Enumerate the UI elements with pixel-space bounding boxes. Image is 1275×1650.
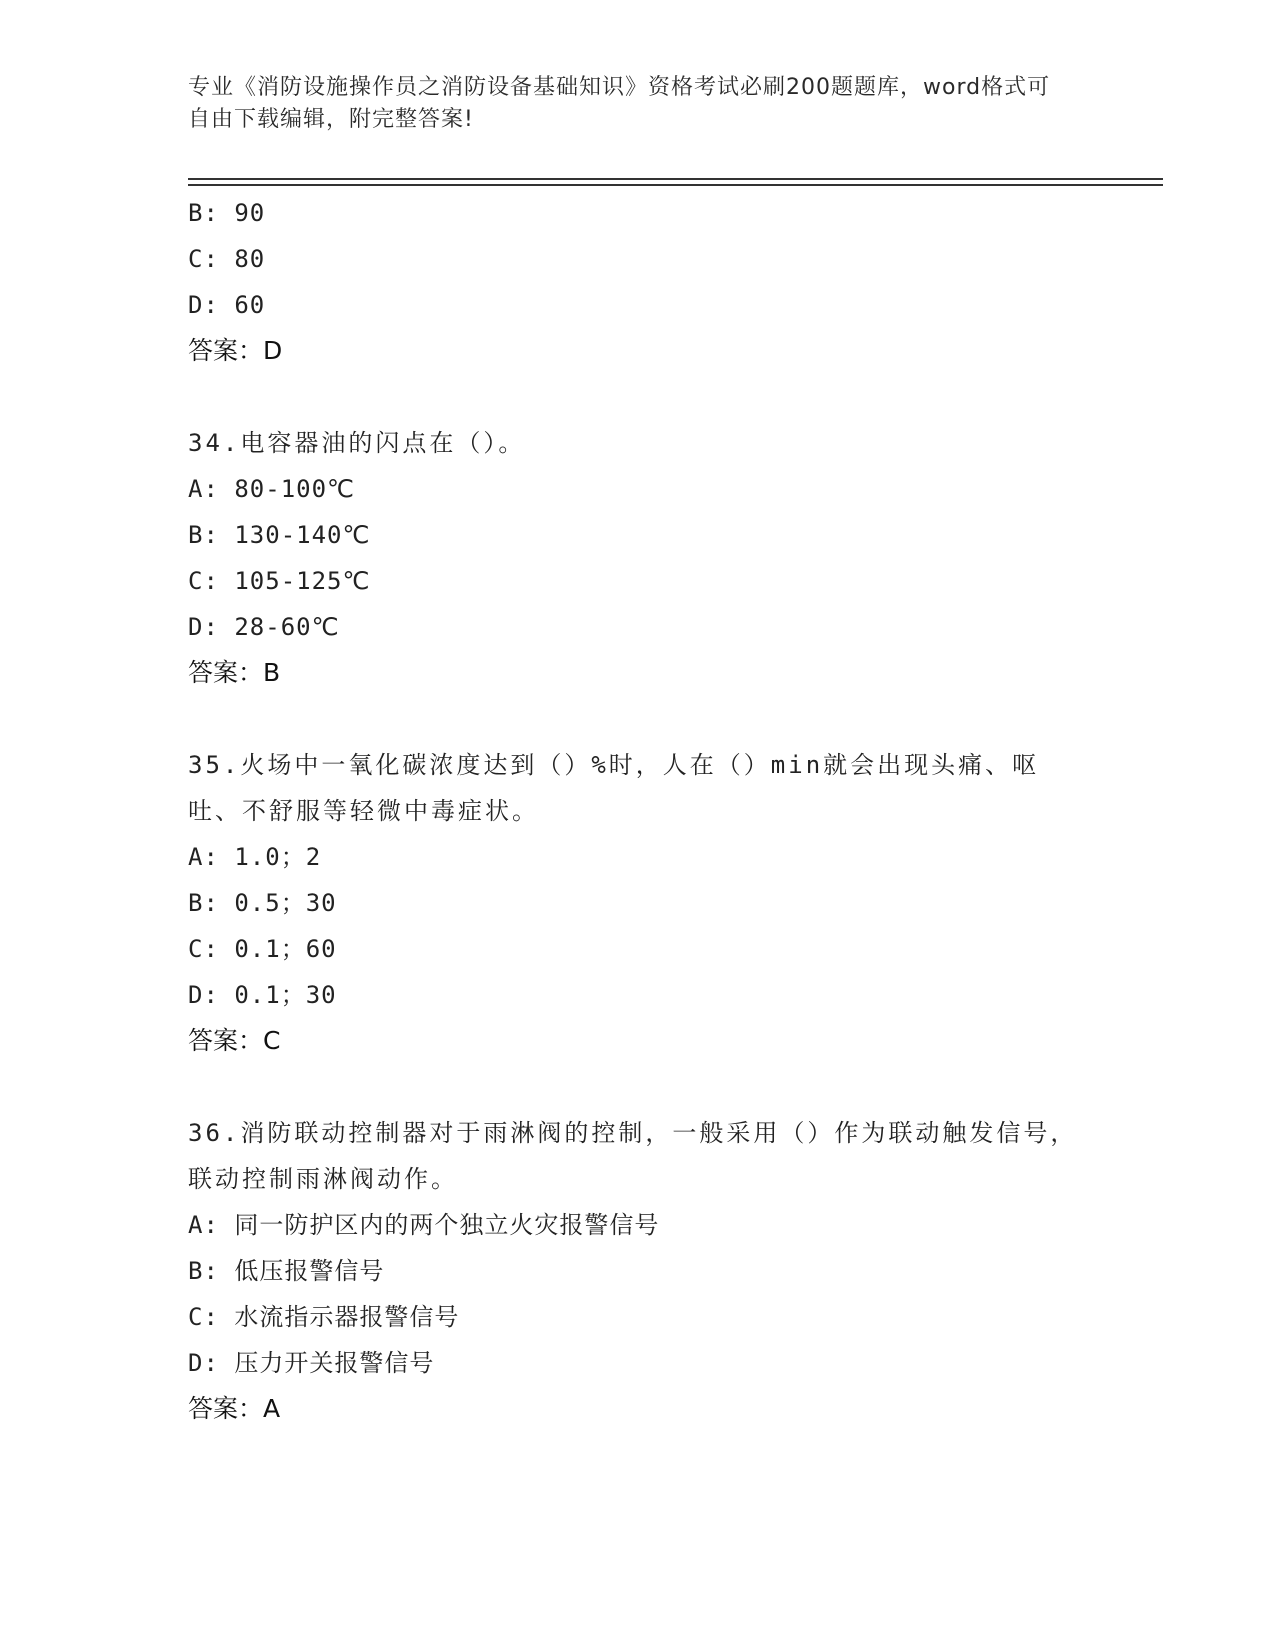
document-body: [188, 190, 1088, 1432]
option-d: D: 60: [188, 291, 266, 319]
option-a: A: 1.0；2: [188, 843, 322, 871]
header-rule-bottom: [188, 184, 1163, 186]
option-d: D: 0.1；30: [188, 981, 337, 1009]
option-b: B: 低压报警信号: [188, 1257, 385, 1285]
option-c: C: 水流指示器报警信号: [188, 1303, 460, 1331]
question-stem: 36.消防联动控制器对于雨淋阀的控制，一般采用（）作为联动触发信号，联动控制雨淋阀动作。: [188, 1119, 1078, 1193]
question-stem: 34.电容器油的闪点在（）。: [188, 429, 526, 457]
option-a: A: 80-100℃: [188, 475, 355, 503]
header-rule-top: [188, 178, 1163, 180]
spacer: [188, 374, 1088, 420]
spacer: [188, 696, 1088, 742]
option-d: D: 28-60℃: [188, 613, 340, 641]
answer-line: 答案：A: [188, 1394, 281, 1423]
question-stem: 35.火场中一氧化碳浓度达到（）%时，人在（）min就会出现头痛、呕吐、不舒服等轻微中毒症状。: [188, 751, 1040, 825]
option-c: C: 80: [188, 245, 266, 273]
option-b: B: 90: [188, 199, 266, 227]
option-b: B: 130-140℃: [188, 521, 371, 549]
question-36: [188, 1110, 1088, 1432]
document-header: 专业《消防设施操作员之消防设备基础知识》资格考试必刷200题题库，word格式可自由下载编辑，附完整答案!: [188, 75, 1051, 132]
option-b: B: 0.5；30: [188, 889, 337, 917]
answer-line: 答案：B: [188, 658, 281, 687]
option-c: C: 105-125℃: [188, 567, 371, 595]
question-35: [188, 742, 1088, 1064]
answer-line: 答案：C: [188, 1026, 281, 1055]
answer-line: 答案：D: [188, 336, 283, 365]
option-d: D: 压力开关报警信号: [188, 1349, 435, 1377]
spacer: [188, 1064, 1088, 1110]
question-34: [188, 420, 1088, 696]
option-c: C: 0.1；60: [188, 935, 337, 963]
option-a: A: 同一防护区内的两个独立火灾报警信号: [188, 1211, 660, 1239]
